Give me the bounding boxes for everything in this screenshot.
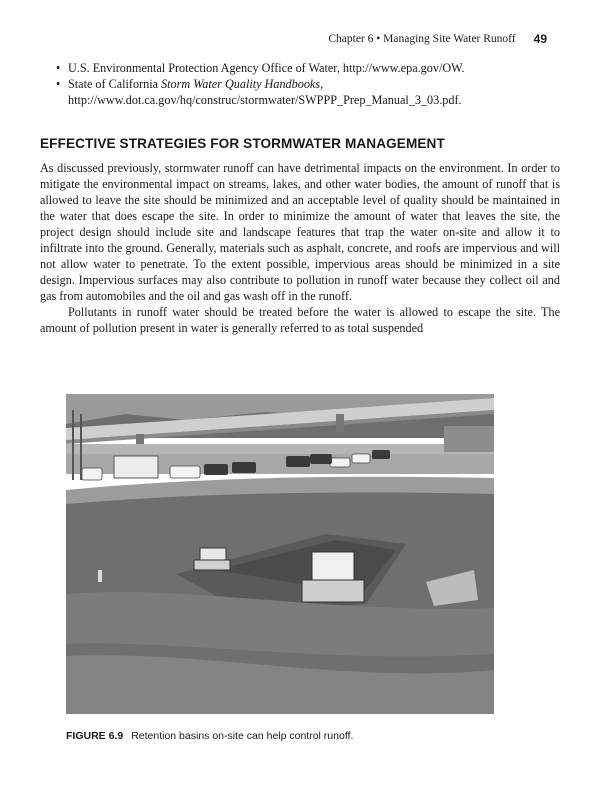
page-number: 49 [533, 32, 547, 46]
figure-number: FIGURE 6.9 [66, 730, 124, 742]
reference-url: http://www.dot.ca.gov/hq/construc/stormwater/SWPPP_Prep_Manual_3_03.pdf. [68, 93, 462, 107]
section-heading: EFFECTIVE STRATEGIES FOR STORMWATER MANAGEMENT [40, 136, 445, 151]
reference-item [52, 76, 552, 108]
chapter-title: Chapter 6 • Managing Site Water Runoff [328, 33, 516, 45]
running-header [328, 30, 547, 48]
paragraph: Pollutants in runoff water should be treated before the water is allowed to escape the site. The amount of pollution present in water is generally referred to as total suspended [40, 305, 560, 335]
paragraph: As discussed previously, stormwater runoff can have detrimental impacts on the environment. In order to mitigate the environmental impact on streams, lakes, and other water bodies, the amount of runoff that is allowed to leave the site should be minimized and an acceptable level of quality should be maintained in the water that does escape the site. In order to minimize the amount of water that leaves the site, the project design should include site and landscape features that trap the water on-site and allow it to infiltrate into the ground. Generally, materials such as asphalt, concrete, and roofs are impervious and will not allow water to penetrate. To the extent possible, impervious areas should be minimized in a site design. Impervious surfaces may also contribute to pollution in runoff water because they collect oil and gas from automobiles and the oil and gas wash off in the runoff. [40, 161, 560, 303]
body-text [40, 160, 560, 336]
reference-text: U.S. Environmental Protection Agency Office of Water, http://www.epa.gov/OW. [68, 61, 465, 75]
reference-title: Storm Water Quality Handbooks, [161, 77, 324, 91]
figure-caption [66, 730, 353, 742]
caption-text: Retention basins on-site can help control runoff. [131, 730, 354, 742]
reference-item [52, 60, 552, 76]
reference-text: State of California [68, 77, 162, 91]
reference-list [52, 60, 552, 108]
retention-basin-photo [66, 394, 494, 714]
